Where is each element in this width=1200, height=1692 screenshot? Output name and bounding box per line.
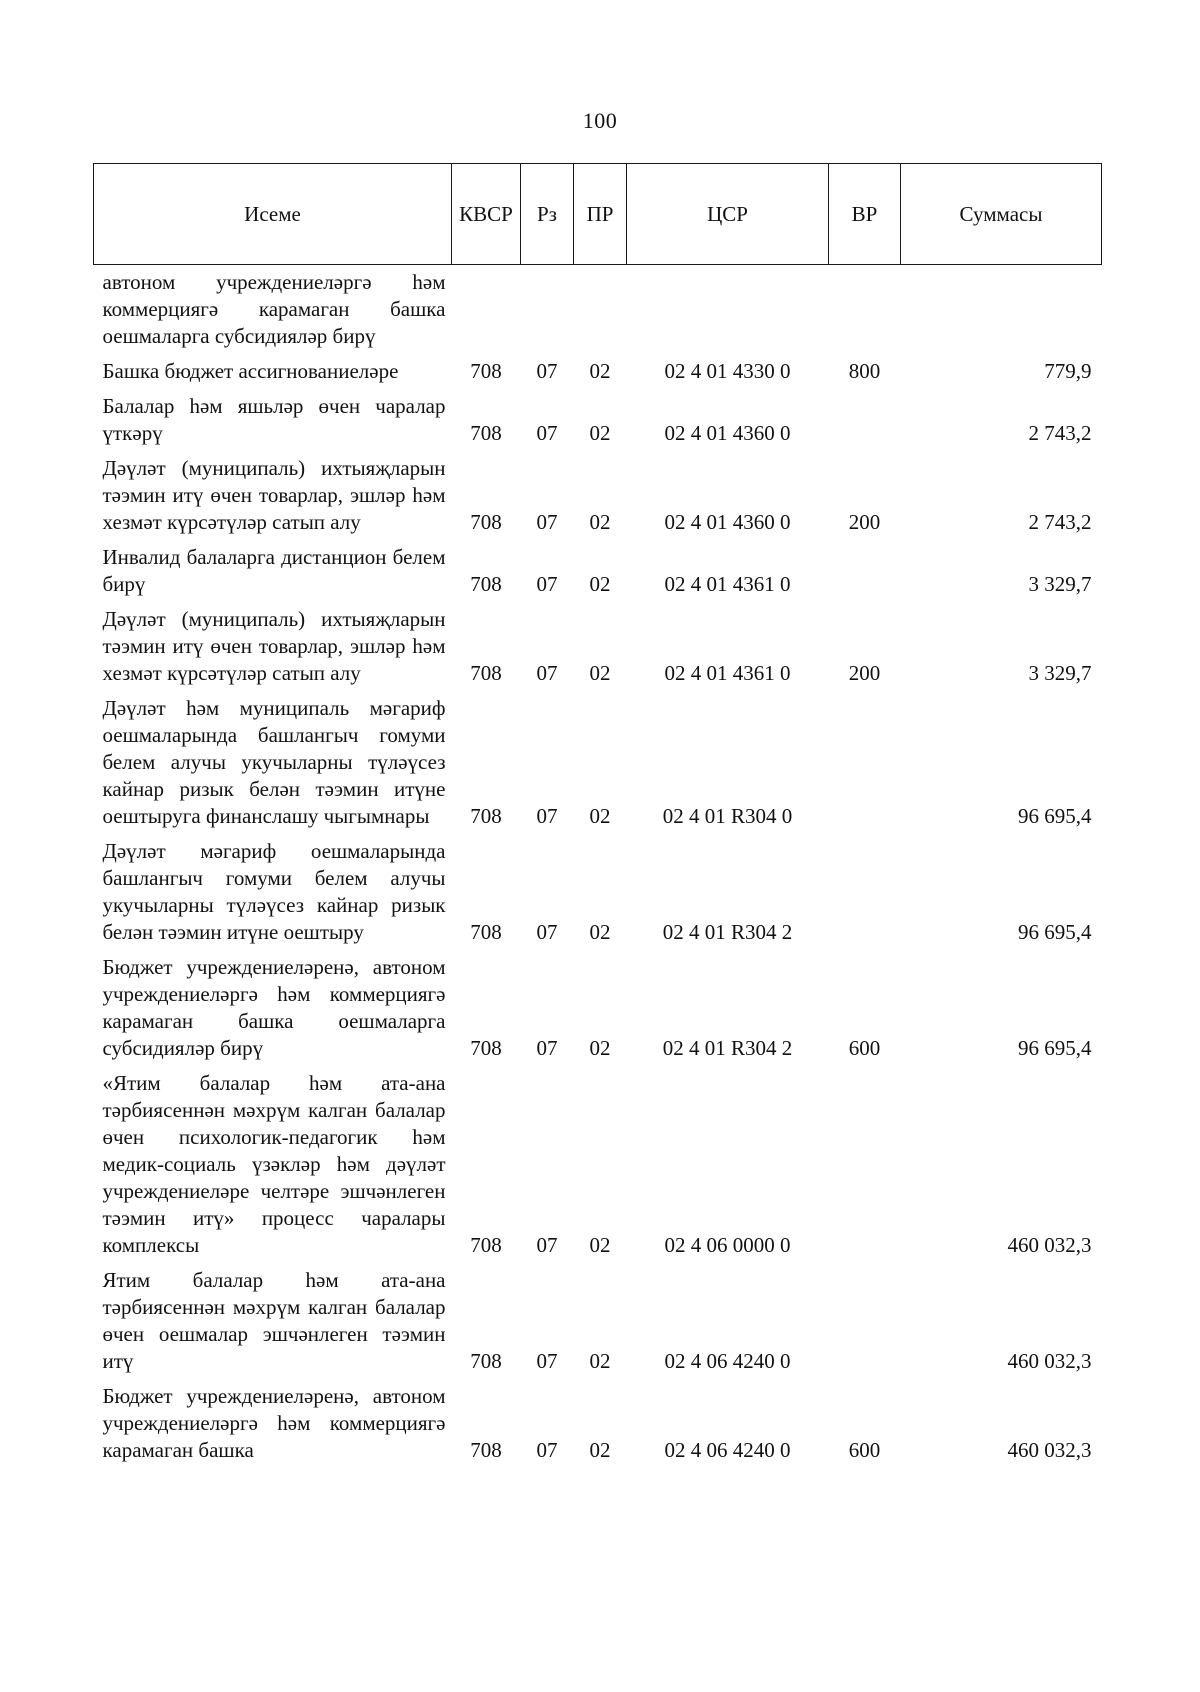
row-vr bbox=[829, 1067, 901, 1264]
row-csr: 02 4 01 R304 2 bbox=[662, 920, 793, 944]
row-pr: 02 bbox=[589, 920, 611, 944]
row-rz bbox=[521, 265, 574, 356]
row-kvsr: 708 bbox=[470, 804, 502, 828]
header-amount: Суммасы bbox=[901, 164, 1102, 265]
header-row bbox=[94, 164, 1102, 265]
row-amount: 96 695,4 bbox=[1018, 1036, 1092, 1060]
row-csr: 02 4 01 4361 0 bbox=[664, 661, 791, 685]
row-rz: 07 bbox=[536, 359, 558, 383]
row-name: Дәүләт (муниципаль) ихтыяҗларын тәэмин итү өчен товарлар, эшләр һәм хезмәт күрсәтүләр сатып алу bbox=[102, 607, 446, 685]
table-row bbox=[94, 951, 1102, 1067]
table-header bbox=[94, 164, 1102, 265]
table-row bbox=[94, 541, 1102, 603]
row-rz: 07 bbox=[536, 572, 558, 596]
header-rz: Рз bbox=[521, 164, 574, 265]
row-rz: 07 bbox=[536, 1036, 558, 1060]
row-pr: 02 bbox=[589, 510, 611, 534]
row-name: Балалар һәм яшьләр өчен чаралар үткәрү bbox=[102, 394, 446, 445]
row-amount: 779,9 bbox=[1044, 359, 1092, 383]
row-kvsr bbox=[452, 265, 521, 356]
row-amount bbox=[901, 265, 1102, 356]
row-amount: 460 032,3 bbox=[1007, 1438, 1092, 1462]
row-kvsr: 708 bbox=[470, 421, 502, 445]
row-csr: 02 4 06 0000 0 bbox=[664, 1233, 791, 1257]
row-vr bbox=[829, 541, 901, 603]
row-csr: 02 4 01 4330 0 bbox=[664, 359, 791, 383]
row-pr: 02 bbox=[589, 572, 611, 596]
row-kvsr: 708 bbox=[470, 1233, 502, 1257]
row-pr: 02 bbox=[589, 1036, 611, 1060]
table-row bbox=[94, 452, 1102, 541]
row-vr bbox=[829, 1264, 901, 1380]
row-csr: 02 4 01 R304 0 bbox=[662, 804, 793, 828]
row-vr: 600 bbox=[848, 1036, 881, 1060]
row-kvsr: 708 bbox=[470, 510, 502, 534]
table-body bbox=[94, 265, 1102, 1470]
row-name: Ятим балалар һәм ата-ана тәрбиясеннән мәхрүм калган балалар өчен оешмалар эшчәнлеген тәэмин итү bbox=[102, 1268, 446, 1373]
row-name: Дәүләт мәгариф оешмаларында башлангыч гомуми белем алучы укучыларны түләүсез кайнар ризык белән тәэмин итүне оештыру bbox=[102, 839, 446, 944]
table-row bbox=[94, 603, 1102, 692]
header-csr: ЦСР bbox=[627, 164, 829, 265]
table-row bbox=[94, 265, 1102, 356]
row-pr: 02 bbox=[589, 359, 611, 383]
row-name: Инвалид балаларга дистанцион белем бирү bbox=[102, 545, 446, 596]
row-csr: 02 4 01 4360 0 bbox=[664, 421, 791, 445]
table-row bbox=[94, 1380, 1102, 1469]
row-name: автоном учреждениеләргә һәм коммерциягә карамаган башка оешмаларга субсидияләр бирү bbox=[102, 270, 446, 348]
budget-table bbox=[93, 163, 1102, 1469]
row-pr: 02 bbox=[589, 1233, 611, 1257]
row-amount: 96 695,4 bbox=[1018, 804, 1092, 828]
header-pr: ПР bbox=[574, 164, 627, 265]
row-kvsr: 708 bbox=[470, 920, 502, 944]
row-rz: 07 bbox=[536, 1233, 558, 1257]
row-amount: 96 695,4 bbox=[1018, 920, 1092, 944]
row-vr: 200 bbox=[848, 510, 881, 534]
row-pr bbox=[574, 265, 627, 356]
table-row bbox=[94, 1067, 1102, 1264]
row-csr: 02 4 01 R304 2 bbox=[662, 1036, 793, 1060]
row-amount: 3 329,7 bbox=[1028, 661, 1092, 685]
row-amount: 2 743,2 bbox=[1028, 421, 1092, 445]
row-name: Бюджет учреждениеләренә, автоном учреждениеләргә һәм коммерциягә карамаган башка оешмаларга субсидияләр бирү bbox=[102, 955, 446, 1060]
header-name: Исеме bbox=[94, 164, 452, 265]
table-row bbox=[94, 390, 1102, 452]
row-csr: 02 4 06 4240 0 bbox=[664, 1349, 791, 1373]
row-pr: 02 bbox=[589, 804, 611, 828]
row-csr: 02 4 01 4361 0 bbox=[664, 572, 791, 596]
header-vr: ВР bbox=[829, 164, 901, 265]
row-vr: 200 bbox=[848, 661, 881, 685]
row-name: Дәүләт (муниципаль) ихтыяҗларын тәэмин итү өчен товарлар, эшләр һәм хезмәт күрсәтүләр сатып алу bbox=[102, 456, 446, 534]
row-kvsr: 708 bbox=[470, 661, 502, 685]
row-name: «Ятим балалар һәм ата-ана тәрбиясеннән мәхрүм калган балалар өчен психологик-педагогик һәм медик-социаль үзәкләр һәм дәүләт учреждениеләре челтәре эшчәнлеген тәэмин итү» процесс чаралары комплексы bbox=[102, 1071, 446, 1257]
row-amount: 460 032,3 bbox=[1007, 1233, 1092, 1257]
table-row bbox=[94, 835, 1102, 951]
row-kvsr: 708 bbox=[470, 1036, 502, 1060]
row-csr: 02 4 01 4360 0 bbox=[664, 510, 791, 534]
row-rz: 07 bbox=[536, 1349, 558, 1373]
row-pr: 02 bbox=[589, 1349, 611, 1373]
row-pr: 02 bbox=[589, 661, 611, 685]
row-amount: 3 329,7 bbox=[1028, 572, 1092, 596]
table-row bbox=[94, 1264, 1102, 1380]
table-row bbox=[94, 355, 1102, 390]
row-name: Башка бюджет ассигнованиеләре bbox=[102, 359, 399, 383]
row-name: Бюджет учреждениеләренә, автоном учреждениеләргә һәм коммерциягә карамаган башка bbox=[102, 1384, 446, 1462]
row-pr: 02 bbox=[589, 421, 611, 445]
row-rz: 07 bbox=[536, 421, 558, 445]
row-vr bbox=[829, 692, 901, 835]
header-kvsr: КВСР bbox=[452, 164, 521, 265]
row-kvsr: 708 bbox=[470, 572, 502, 596]
row-kvsr: 708 bbox=[470, 1349, 502, 1373]
row-amount: 460 032,3 bbox=[1007, 1349, 1092, 1373]
row-vr bbox=[829, 390, 901, 452]
row-csr: 02 4 06 4240 0 bbox=[664, 1438, 791, 1462]
row-rz: 07 bbox=[536, 1438, 558, 1462]
row-vr: 600 bbox=[848, 1438, 881, 1462]
row-rz: 07 bbox=[536, 510, 558, 534]
row-rz: 07 bbox=[536, 804, 558, 828]
page-number: 100 bbox=[582, 108, 618, 133]
row-pr: 02 bbox=[589, 1438, 611, 1462]
row-vr: 800 bbox=[848, 359, 881, 383]
row-vr bbox=[829, 265, 901, 356]
row-vr bbox=[829, 835, 901, 951]
row-name: Дәүләт һәм муниципаль мәгариф оешмаларында башлангыч гомуми белем алучы укучыларны түләүсез кайнар ризык белән тәэмин итүне оештыруга финанслашу чыгымнары bbox=[102, 696, 446, 828]
row-amount: 2 743,2 bbox=[1028, 510, 1092, 534]
row-kvsr: 708 bbox=[470, 359, 502, 383]
row-csr bbox=[627, 265, 829, 356]
row-rz: 07 bbox=[536, 661, 558, 685]
table-row bbox=[94, 692, 1102, 835]
row-kvsr: 708 bbox=[470, 1438, 502, 1462]
row-rz: 07 bbox=[536, 920, 558, 944]
